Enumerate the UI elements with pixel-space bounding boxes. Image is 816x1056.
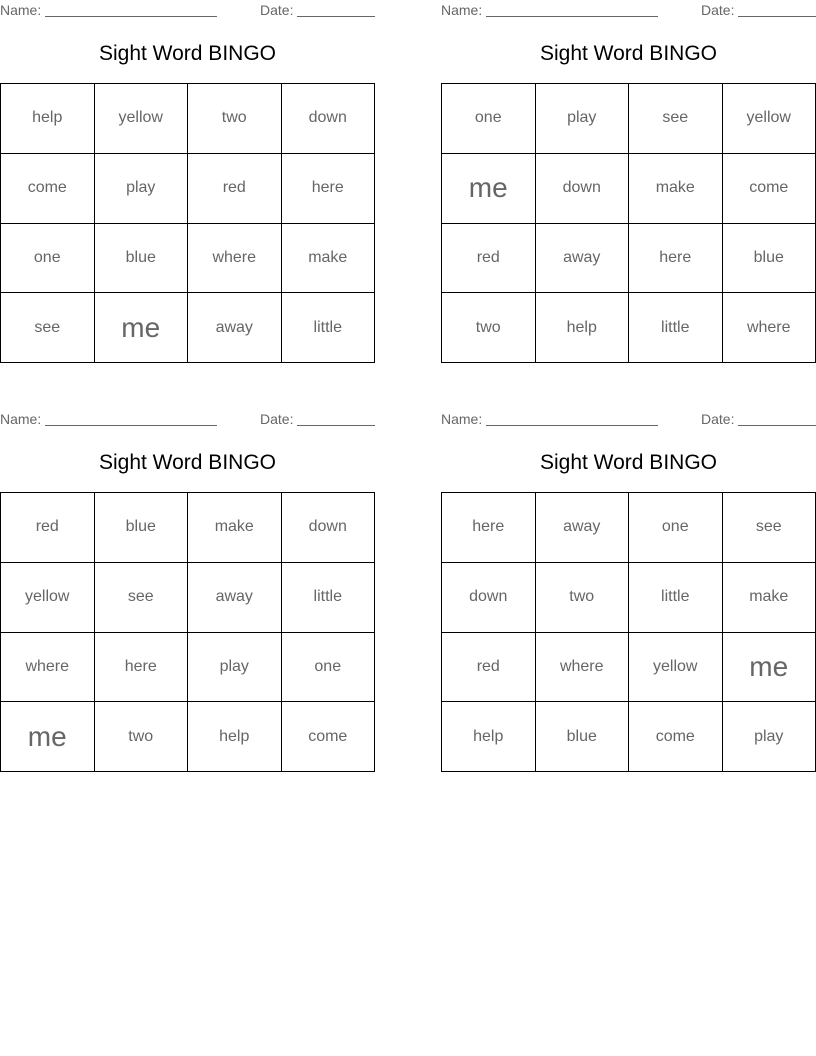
bingo-card-1 <box>0 0 375 360</box>
bingo-card-4 <box>441 409 816 769</box>
grid-row <box>1 562 375 632</box>
grid-cell: make <box>629 153 723 223</box>
grid-row <box>1 293 375 363</box>
name-line <box>486 411 658 426</box>
date-label: Date: <box>701 2 735 18</box>
grid-cell: little <box>629 293 723 363</box>
grid-cell: down <box>281 493 375 563</box>
date-label: Date: <box>260 2 294 18</box>
grid-cell: play <box>188 632 282 702</box>
grid-cell: one <box>281 632 375 702</box>
bingo-grid <box>0 492 375 772</box>
grid-cell: yellow <box>629 632 723 702</box>
grid-cell-free: me <box>442 153 536 223</box>
grid-cell: see <box>722 493 816 563</box>
grid-cell: away <box>188 562 282 632</box>
bingo-card-3 <box>0 409 375 769</box>
card-title: Sight Word BINGO <box>539 451 717 474</box>
date-line <box>738 411 816 426</box>
grid-cell: help <box>535 293 629 363</box>
grid-row <box>1 153 375 223</box>
grid-cell: yellow <box>722 84 816 154</box>
grid-cell: here <box>281 153 375 223</box>
date-line <box>738 2 816 17</box>
grid-cell: where <box>1 632 95 702</box>
grid-cell: yellow <box>1 562 95 632</box>
date-line <box>297 2 375 17</box>
name-line <box>45 411 217 426</box>
header-line <box>0 411 375 429</box>
grid-cell: one <box>629 493 723 563</box>
grid-cell: away <box>188 293 282 363</box>
grid-cell: come <box>281 702 375 772</box>
grid-cell-free: me <box>1 702 95 772</box>
grid-row <box>442 702 816 772</box>
grid-cell: help <box>188 702 282 772</box>
grid-cell: blue <box>535 702 629 772</box>
grid-row <box>442 84 816 154</box>
grid-cell: make <box>281 223 375 293</box>
grid-row <box>1 632 375 702</box>
grid-cell: where <box>535 632 629 702</box>
grid-cell: red <box>188 153 282 223</box>
grid-row <box>1 84 375 154</box>
grid-row <box>442 562 816 632</box>
grid-cell: away <box>535 493 629 563</box>
grid-cell: blue <box>722 223 816 293</box>
grid-cell: play <box>535 84 629 154</box>
grid-row <box>442 632 816 702</box>
grid-cell: two <box>94 702 188 772</box>
grid-cell: little <box>629 562 723 632</box>
grid-cell: blue <box>94 223 188 293</box>
grid-row <box>442 223 816 293</box>
grid-cell: two <box>188 84 282 154</box>
grid-cell: see <box>629 84 723 154</box>
grid-cell: two <box>442 293 536 363</box>
grid-cell: red <box>442 632 536 702</box>
grid-row <box>1 702 375 772</box>
grid-cell: red <box>1 493 95 563</box>
grid-cell: here <box>442 493 536 563</box>
grid-cell: play <box>94 153 188 223</box>
name-label: Name: <box>0 411 42 427</box>
grid-cell: red <box>442 223 536 293</box>
grid-cell: see <box>94 562 188 632</box>
grid-cell: yellow <box>94 84 188 154</box>
grid-cell: down <box>442 562 536 632</box>
date-label: Date: <box>260 411 294 427</box>
grid-cell: come <box>722 153 816 223</box>
grid-cell: away <box>535 223 629 293</box>
grid-cell: where <box>188 223 282 293</box>
header-line <box>0 2 375 20</box>
date-label: Date: <box>701 411 735 427</box>
grid-row <box>1 493 375 563</box>
card-title: Sight Word BINGO <box>98 42 276 65</box>
bingo-grid <box>0 83 375 363</box>
grid-cell: make <box>722 562 816 632</box>
bingo-card-2 <box>441 0 816 360</box>
card-title: Sight Word BINGO <box>539 42 717 65</box>
grid-row <box>1 223 375 293</box>
grid-cell: down <box>535 153 629 223</box>
bingo-grid <box>441 492 816 772</box>
grid-cell: here <box>629 223 723 293</box>
grid-cell: play <box>722 702 816 772</box>
card-title: Sight Word BINGO <box>98 451 276 474</box>
grid-cell-free: me <box>722 632 816 702</box>
grid-cell: little <box>281 562 375 632</box>
grid-cell: down <box>281 84 375 154</box>
grid-cell: one <box>1 223 95 293</box>
grid-cell: two <box>535 562 629 632</box>
grid-cell: blue <box>94 493 188 563</box>
grid-cell-free: me <box>94 293 188 363</box>
grid-cell: here <box>94 632 188 702</box>
header-line <box>441 2 816 20</box>
grid-cell: see <box>1 293 95 363</box>
grid-cell: make <box>188 493 282 563</box>
grid-cell: come <box>629 702 723 772</box>
name-line <box>45 2 217 17</box>
grid-cell: one <box>442 84 536 154</box>
name-label: Name: <box>0 2 42 18</box>
grid-cell: help <box>442 702 536 772</box>
name-label: Name: <box>441 2 483 18</box>
grid-row <box>442 293 816 363</box>
grid-cell: little <box>281 293 375 363</box>
header-line <box>441 411 816 429</box>
grid-cell: come <box>1 153 95 223</box>
grid-cell: where <box>722 293 816 363</box>
name-label: Name: <box>441 411 483 427</box>
grid-row <box>442 153 816 223</box>
grid-row <box>442 493 816 563</box>
bingo-grid <box>441 83 816 363</box>
date-line <box>297 411 375 426</box>
grid-cell: help <box>1 84 95 154</box>
name-line <box>486 2 658 17</box>
